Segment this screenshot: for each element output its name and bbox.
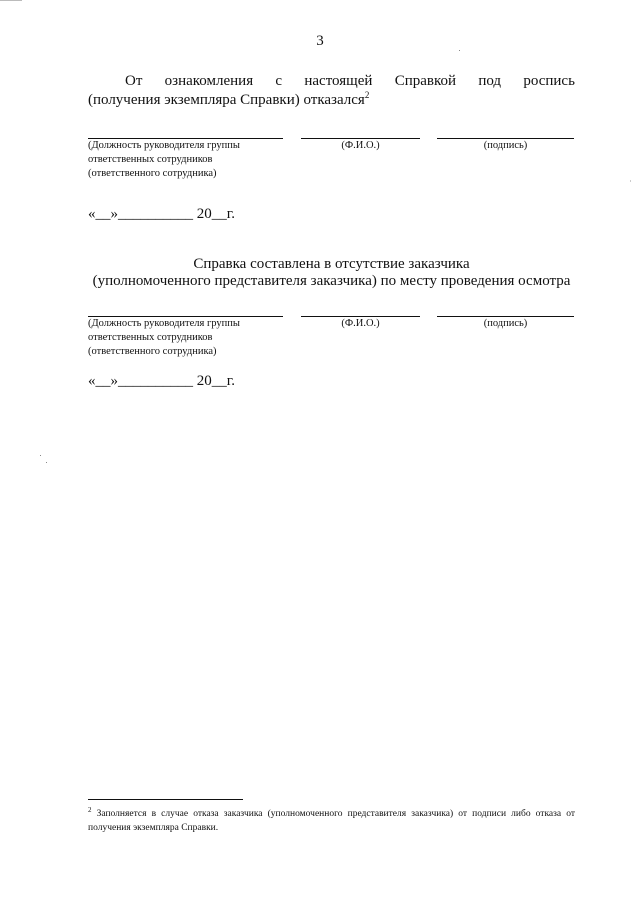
paragraph-word: настоящей [304,73,373,89]
position-caption [88,317,298,359]
caption-line: ответственных сотрудников [88,332,213,343]
page-number: 3 [316,33,324,49]
footnote [88,803,575,835]
signature-caption: (подпись) [483,318,528,329]
caption-line: ответственных сотрудников [88,154,213,165]
scan-artifact [46,462,47,463]
caption-line: (Должность руководителя группы [88,318,240,329]
paragraph-word: ознакомления [164,73,254,89]
refusal-paragraph-line-1 [88,73,575,90]
position-caption [88,139,298,181]
paragraph-word: с [275,73,283,89]
scan-artifact [630,180,631,182]
paragraph-word: Справкой [394,73,457,89]
refusal-paragraph-line-2 [88,90,369,109]
scan-artifact [40,455,41,456]
caption-line: (Должность руководителя группы [88,140,240,151]
caption-line: (ответственного сотрудника) [88,346,217,357]
signature-caption: (подпись) [483,140,528,151]
caption-line: (ответственного сотрудника) [88,168,217,179]
name-caption: (Ф.И.О.) [341,140,380,151]
scan-artifact [459,50,460,51]
footnote-marker: 2 [88,806,92,814]
name-caption: (Ф.И.О.) [341,318,380,329]
absence-note-line-2: (уполномоченного представителя заказчика) по месту проведения осмотра [92,273,571,289]
footnote-separator [88,799,243,800]
absence-note-line-1: Справка составлена в отсутствие заказчика [193,256,470,272]
footnote-text: Заполняется в случае отказа заказчика (уполномоченного представителя заказчика) от подписи либо отказа от получения экземпляра Справки. [88,809,576,833]
date-field: «__»__________ 20__г. [88,373,235,389]
paragraph-word: От [125,73,143,89]
scan-artifact [0,0,22,1]
date-field: «__»__________ 20__г. [88,206,235,222]
footnote-reference: 2 [364,90,370,100]
paragraph-text: (получения экземпляра Справки) отказался [88,92,365,108]
paragraph-word: роспись [523,73,575,89]
paragraph-word: под [478,73,502,89]
